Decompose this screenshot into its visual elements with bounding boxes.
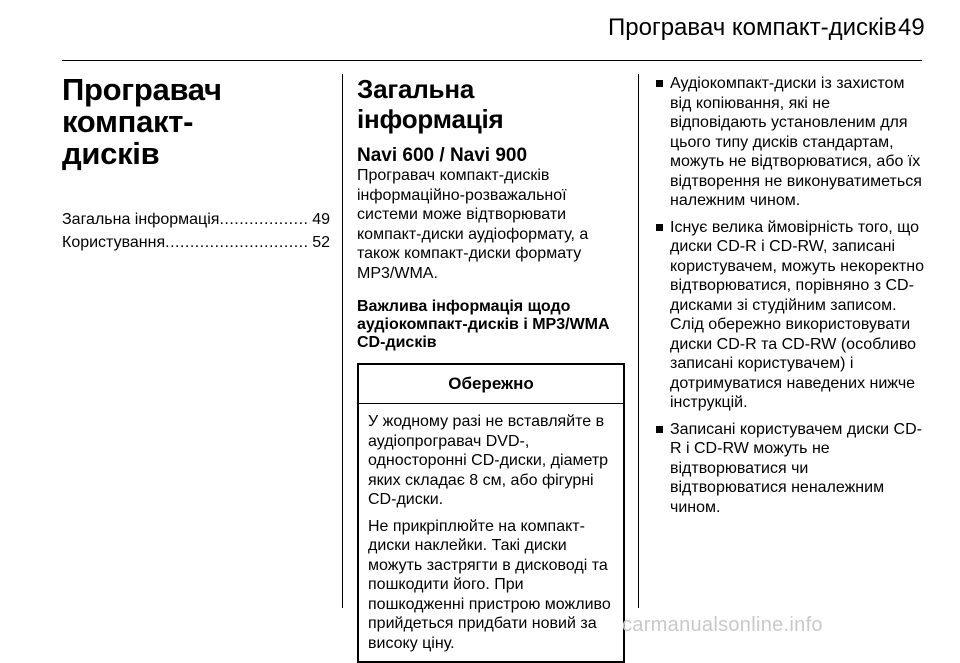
- chapter-title-line-1: Програвач компакт-: [62, 72, 222, 139]
- left-column: [62, 74, 330, 254]
- toc-leader-dots: [165, 231, 310, 254]
- caution-heading: Обережно: [359, 365, 623, 404]
- square-bullet-icon: [653, 74, 670, 211]
- intro-paragraph: Програвач компакт-дисків інформаційно-розважальної системи може відтворювати компакт-диски аудіоформату, а також компакт-диски формату MP3/WMA.: [357, 167, 589, 282]
- square-bullet-icon: [653, 218, 670, 413]
- notes-list: [653, 74, 925, 517]
- important-info-heading: Важлива інформація щодо аудіокомпакт-дисків і MP3/WMA CD-дисків: [357, 298, 609, 351]
- toc-leader-dots: [219, 208, 310, 231]
- section-title: Загальна інформація: [357, 74, 504, 134]
- toc-entry-page: 49: [312, 211, 330, 228]
- column-divider-1: [342, 74, 343, 608]
- caution-paragraph: У жодному разі не вставляйте в аудіопрогравач DVD-, односторонні CD-диски, діаметр яких складає 8 см, або фігурні CD-диски.: [368, 413, 609, 508]
- list-item: [653, 420, 925, 518]
- caution-paragraph: Не прикріплюйте на компакт-диски наклейки. Такі диски можуть застрягти в дисководі та пошкодити його. При пошкодженні пристрою можливо прийдеться придбати новий за високу ціну.: [368, 517, 611, 652]
- toc-entry-page: 52: [312, 234, 330, 251]
- list-item-text: Існує велика ймовірність того, що диски CD-R і CD-RW, записані користувачем, можуть некоректно відтворюватися, порівняно з CD-дисками зі студійним записом. Слід обережно використовувати диски CD-R та CD-RW (особливо записані користувачем) і дотримуватися наведених нижче інструкцій.: [670, 218, 924, 411]
- page-number: 49: [898, 14, 925, 41]
- list-item-text: Аудіокомпакт-диски із захистом від копіювання, які не відповідають установленим для цього типу дисків стандартам, можуть не відтворюватися, або їх відтворення не виконуватиметься належним чином.: [670, 75, 922, 209]
- toc-entry-general[interactable]: [62, 208, 330, 231]
- chapter-title-line-2: дисків: [62, 136, 160, 171]
- table-of-contents: [62, 208, 330, 254]
- header-divider: [62, 60, 922, 61]
- chapter-title: [62, 74, 330, 170]
- middle-column: [357, 74, 625, 663]
- square-bullet-icon: [653, 420, 670, 518]
- list-item-text: Записані користувачем диски CD-R і CD-RW можуть не відтворюватися чи відтворюватися неналежним чином.: [670, 420, 922, 516]
- toc-entry-label: Загальна інформація: [62, 211, 220, 228]
- caution-body: [359, 404, 623, 661]
- list-item: [653, 74, 925, 211]
- watermark: carmanualsonline.info: [622, 614, 823, 636]
- header-title: Програвач компакт-дисків: [608, 14, 897, 41]
- list-item: [653, 218, 925, 413]
- page-header: [0, 0, 960, 62]
- column-divider-2: [638, 74, 639, 608]
- right-column: [653, 74, 925, 524]
- toc-entry-usage[interactable]: [62, 231, 330, 254]
- caution-box: [357, 363, 625, 663]
- toc-entry-label: Користування: [62, 234, 166, 251]
- model-subtitle: Navi 600 / Navi 900: [357, 145, 528, 166]
